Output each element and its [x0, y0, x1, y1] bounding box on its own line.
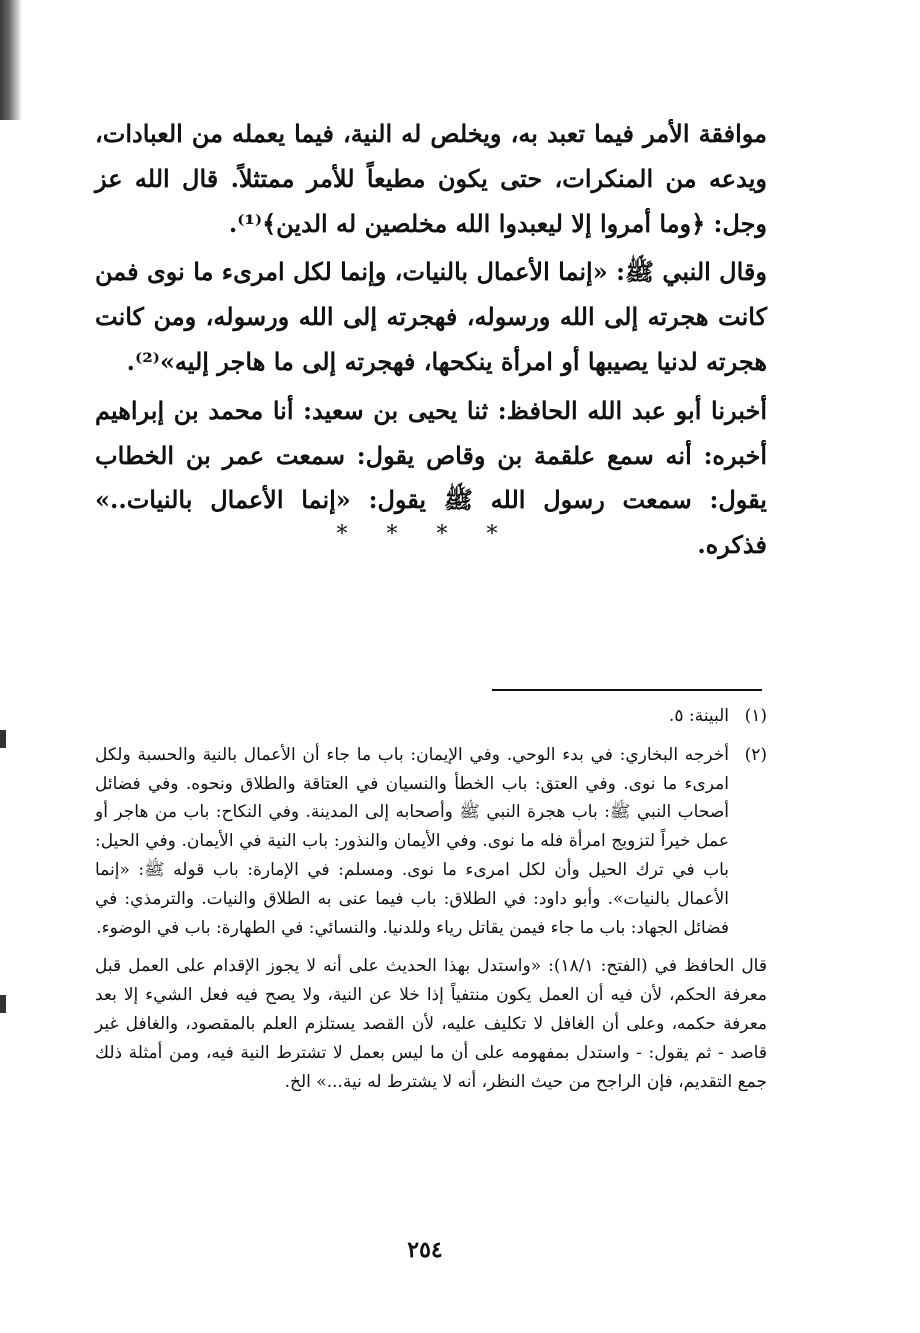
footnote-text: أخرجه البخاري: في بدء الوحي. وفي الإيمان: باب ما جاء أن الأعمال بالنية والحسبة ولكل امرىء ما نوى. وفي العتق: باب الخطأ والنسيان في العتاقة والطلاق ونحوه. وفي فضائل أصحاب النبي ﷺ: باب هجرة النبي ﷺ وأصحابه إلى المدينة. وفي النكاح: باب من هاجر أو عمل خيراً لتزويج امرأة فله ما نوى. وفي الأيمان والنذور: باب النية في الأيمان. وفي الحيل: باب في ترك الحيل وأن لكل امرىء ما نوى. ومسلم: في الإمارة: باب قوله ﷺ: «إنما الأعمال بالنيات». وأبو داود: في الطلاق: باب فيما عنى به الطلاق والنيات. والترمذي: في فضائل الجهاد: باب ما جاء فيمن يقاتل رياء وللدنيا. والنسائي: في الطهارة: باب في الوضوء.: [95, 744, 729, 938]
footnote-number: (٢): [744, 744, 767, 765]
footnotes: [95, 702, 767, 1096]
page-number: ٢٥٤: [407, 1237, 443, 1263]
paragraph: وقال النبي ﷺ: «إنما الأعمال بالنيات، وإنما لكل امرىء ما نوى فمن كانت هجرته إلى الله ورسوله، فهجرته إلى الله ورسوله، ومن كانت هجرته لدنيا يصيبها أو امرأة ينكحها، فهجرته إلى ما هاجر إليه»⁽²⁾.: [95, 257, 767, 376]
footnote-commentary: قال الحافظ في (الفتح: ١٨/١): «واستدل بهذا الحديث على أنه لا يجوز الإقدام على العمل قبل معرفة الحكم، لأن فيه أن العمل يكون منتفياً إذا خلا عن النية، ولا يصح فيه فعل الشيء إلا بعد معرفة حكمه، وعلى أن الغافل لا تكليف عليه، لأن القصد يستلزم العلم بالمقصود، والغافل غير قاصد - ثم يقول: - واستدل بمفهومه على أن ما ليس بعمل لا تشترط النية فيه، ومن أمثلة ذلك جمع التقديم، فإن الراجح من حيث النظر، أنه لا يشترط له نية...» الخ.: [95, 956, 767, 1092]
main-text: [95, 112, 767, 568]
section-separator: * * * *: [336, 522, 514, 547]
footnote-text: البينة: ٥.: [668, 706, 729, 726]
footnote: [95, 702, 767, 731]
footnote-rule: [492, 689, 762, 691]
scan-edge-mark: [0, 0, 22, 120]
footnote-number: (١): [744, 706, 767, 726]
paragraph: أخبرنا أبو عبد الله الحافظ: ثنا يحيى بن سعيد: أنا محمد بن إبراهيم أخبره: أنه سمع علقمة بن وقاص يقول: سمعت عمر بن الخطاب يقول: سمعت رسول الله ﷺ يقول: «إنما الأعمال بالنيات..» فذكره.: [95, 395, 767, 560]
footnote: [95, 741, 767, 943]
scan-edge-dot: [0, 730, 6, 748]
scan-edge-dot: [0, 995, 6, 1013]
paragraph: موافقة الأمر فيما تعبد به، ويخلص له النية، فيما يعمله من العبادات، ويدعه من المنكرات، حتى يكون مطيعاً للأمر ممتثلاً. قال الله عز وجل: ﴿وما أمروا إلا ليعبدوا الله مخلصين له الدين﴾⁽¹⁾.: [95, 119, 767, 238]
